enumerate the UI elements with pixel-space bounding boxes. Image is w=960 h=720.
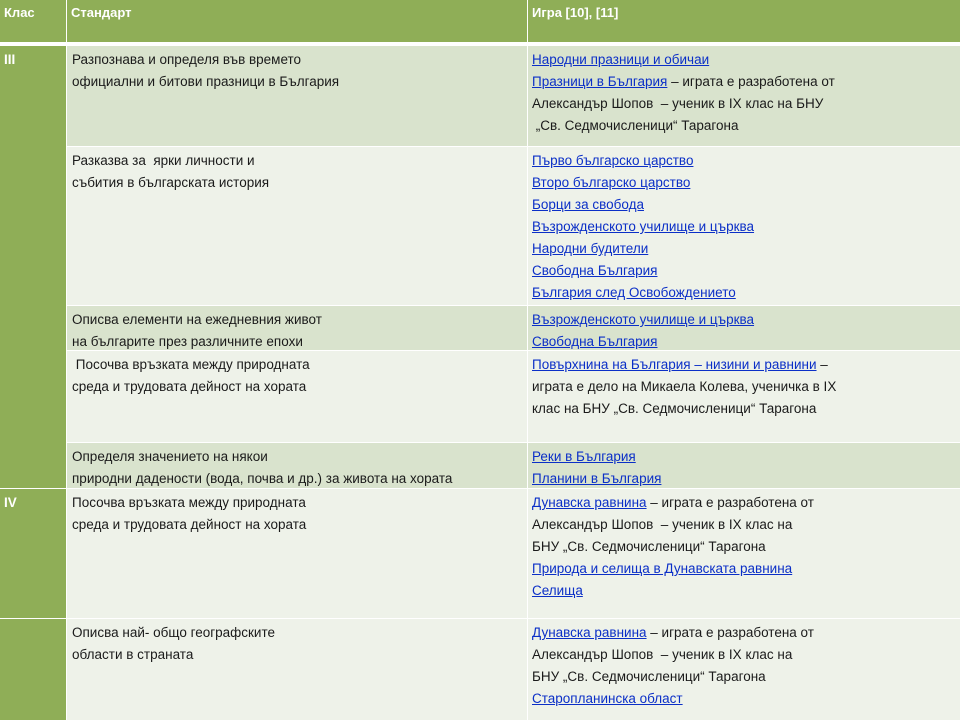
standard-text: Разпознава и определя във времето bbox=[72, 52, 302, 67]
game-description: БНУ „Св. Седмочисленици“ Тарагона bbox=[532, 539, 766, 554]
game-description: – играта е разработена от bbox=[646, 625, 814, 640]
game-description: БНУ „Св. Седмочисленици“ Тарагона bbox=[532, 669, 766, 684]
standard-cell bbox=[67, 46, 527, 146]
standard-text: природни дадености (вода, почва и др.) за живота на хората bbox=[72, 471, 453, 486]
standard-text: среда и трудовата дейност на хората bbox=[72, 517, 307, 532]
game-line bbox=[532, 536, 956, 558]
game-link[interactable]: Свободна България bbox=[532, 334, 658, 349]
game-line bbox=[532, 260, 956, 282]
game-line bbox=[532, 216, 956, 238]
game-link[interactable]: България след Освобождението bbox=[532, 285, 736, 300]
game-link[interactable]: Старопланинска област bbox=[532, 691, 683, 706]
standard-text: Описва най- общо географските bbox=[72, 625, 276, 640]
game-link[interactable]: Народни празници и обичаи bbox=[532, 52, 710, 67]
standard-cell bbox=[67, 306, 527, 350]
standard-cell bbox=[67, 443, 527, 488]
game-cell bbox=[528, 351, 960, 442]
game-line bbox=[532, 580, 956, 602]
game-description: играта е дело на Микаела Колева, ученичка в IX bbox=[532, 379, 837, 394]
game-cell bbox=[528, 147, 960, 305]
standard-cell bbox=[67, 619, 527, 720]
game-line bbox=[532, 468, 956, 490]
standard-text: на българите през различните епохи bbox=[72, 334, 303, 349]
game-cell bbox=[528, 46, 960, 146]
standard-text: области в страната bbox=[72, 647, 194, 662]
game-link[interactable]: Селища bbox=[532, 583, 583, 598]
game-description: Александър Шопов – ученик в IX клас на bbox=[532, 647, 793, 662]
grade-cell-3 bbox=[0, 46, 66, 488]
game-link[interactable]: Второ българско царство bbox=[532, 175, 691, 190]
game-link[interactable]: Дунавска равнина bbox=[532, 495, 647, 510]
standard-text: Определя значението на някои bbox=[72, 449, 268, 464]
game-line bbox=[532, 622, 956, 644]
game-description: клас на БНУ „Св. Седмочисленици“ Тарагона bbox=[532, 401, 817, 416]
game-description: Александър Шопов – ученик в IX клас на bbox=[532, 517, 793, 532]
game-line bbox=[532, 115, 956, 137]
standard-text: Разказва за ярки личности и bbox=[72, 153, 255, 168]
game-description: – bbox=[816, 357, 828, 372]
game-line bbox=[532, 93, 956, 115]
game-line bbox=[532, 514, 956, 536]
standard-text: среда и трудовата дейност на хората bbox=[72, 379, 307, 394]
standard-text: Описва елементи на ежедневния живот bbox=[72, 312, 322, 327]
game-cell bbox=[528, 489, 960, 618]
game-link[interactable]: Повърхнина на България – низини и равнини bbox=[532, 357, 817, 372]
standard-text: събития в българската история bbox=[72, 175, 270, 190]
game-line bbox=[532, 49, 956, 71]
game-line bbox=[532, 376, 956, 398]
header-grade: Клас bbox=[0, 0, 66, 42]
game-link[interactable]: Възрожденското училище и църква bbox=[532, 219, 755, 234]
game-description: – играта е разработена от bbox=[667, 74, 835, 89]
game-line bbox=[532, 354, 956, 376]
game-line bbox=[532, 644, 956, 666]
game-line bbox=[532, 666, 956, 688]
standard-cell bbox=[67, 489, 527, 618]
game-cell bbox=[528, 443, 960, 488]
game-line bbox=[532, 558, 956, 580]
game-link[interactable]: Народни будители bbox=[532, 241, 649, 256]
grade-label-3: III bbox=[4, 52, 16, 67]
game-link[interactable]: Първо българско царство bbox=[532, 153, 694, 168]
standard-cell bbox=[67, 351, 527, 442]
game-link[interactable]: Дунавска равнина bbox=[532, 625, 647, 640]
grade-cell-empty bbox=[0, 619, 66, 720]
header-standard: Стандарт bbox=[67, 0, 527, 42]
game-line bbox=[532, 398, 956, 420]
game-line bbox=[532, 150, 956, 172]
game-line bbox=[532, 172, 956, 194]
game-line bbox=[532, 492, 956, 514]
standard-text: Посочва връзката между природната bbox=[72, 357, 310, 372]
game-link[interactable]: Борци за свобода bbox=[532, 197, 644, 212]
game-description: – играта е разработена от bbox=[646, 495, 814, 510]
game-link[interactable]: Възрожденското училище и църква bbox=[532, 312, 755, 327]
game-line bbox=[532, 331, 956, 353]
game-link[interactable]: Празници в България bbox=[532, 74, 668, 89]
game-line bbox=[532, 309, 956, 331]
game-line bbox=[532, 194, 956, 216]
standard-text: Посочва връзката между природната bbox=[72, 495, 306, 510]
game-line bbox=[532, 238, 956, 260]
standard-cell bbox=[67, 147, 527, 305]
grade-cell-4 bbox=[0, 489, 66, 618]
grade-label-4: IV bbox=[4, 495, 17, 510]
game-cell bbox=[528, 306, 960, 350]
game-line bbox=[532, 282, 956, 304]
game-cell bbox=[528, 619, 960, 720]
game-link[interactable]: Свободна България bbox=[532, 263, 658, 278]
game-line bbox=[532, 688, 956, 710]
standard-text: официални и битови празници в България bbox=[72, 74, 340, 89]
header-game: Игра [10], [11] bbox=[528, 0, 960, 42]
game-line bbox=[532, 446, 956, 468]
game-link[interactable]: Планини в България bbox=[532, 471, 662, 486]
game-line bbox=[532, 71, 956, 93]
game-description: „Св. Седмочисленици“ Тарагона bbox=[532, 118, 739, 133]
game-description: Александър Шопов – ученик в IX клас на БНУ bbox=[532, 96, 824, 111]
game-link[interactable]: Природа и селища в Дунавската равнина bbox=[532, 561, 793, 576]
game-link[interactable]: Реки в България bbox=[532, 449, 636, 464]
